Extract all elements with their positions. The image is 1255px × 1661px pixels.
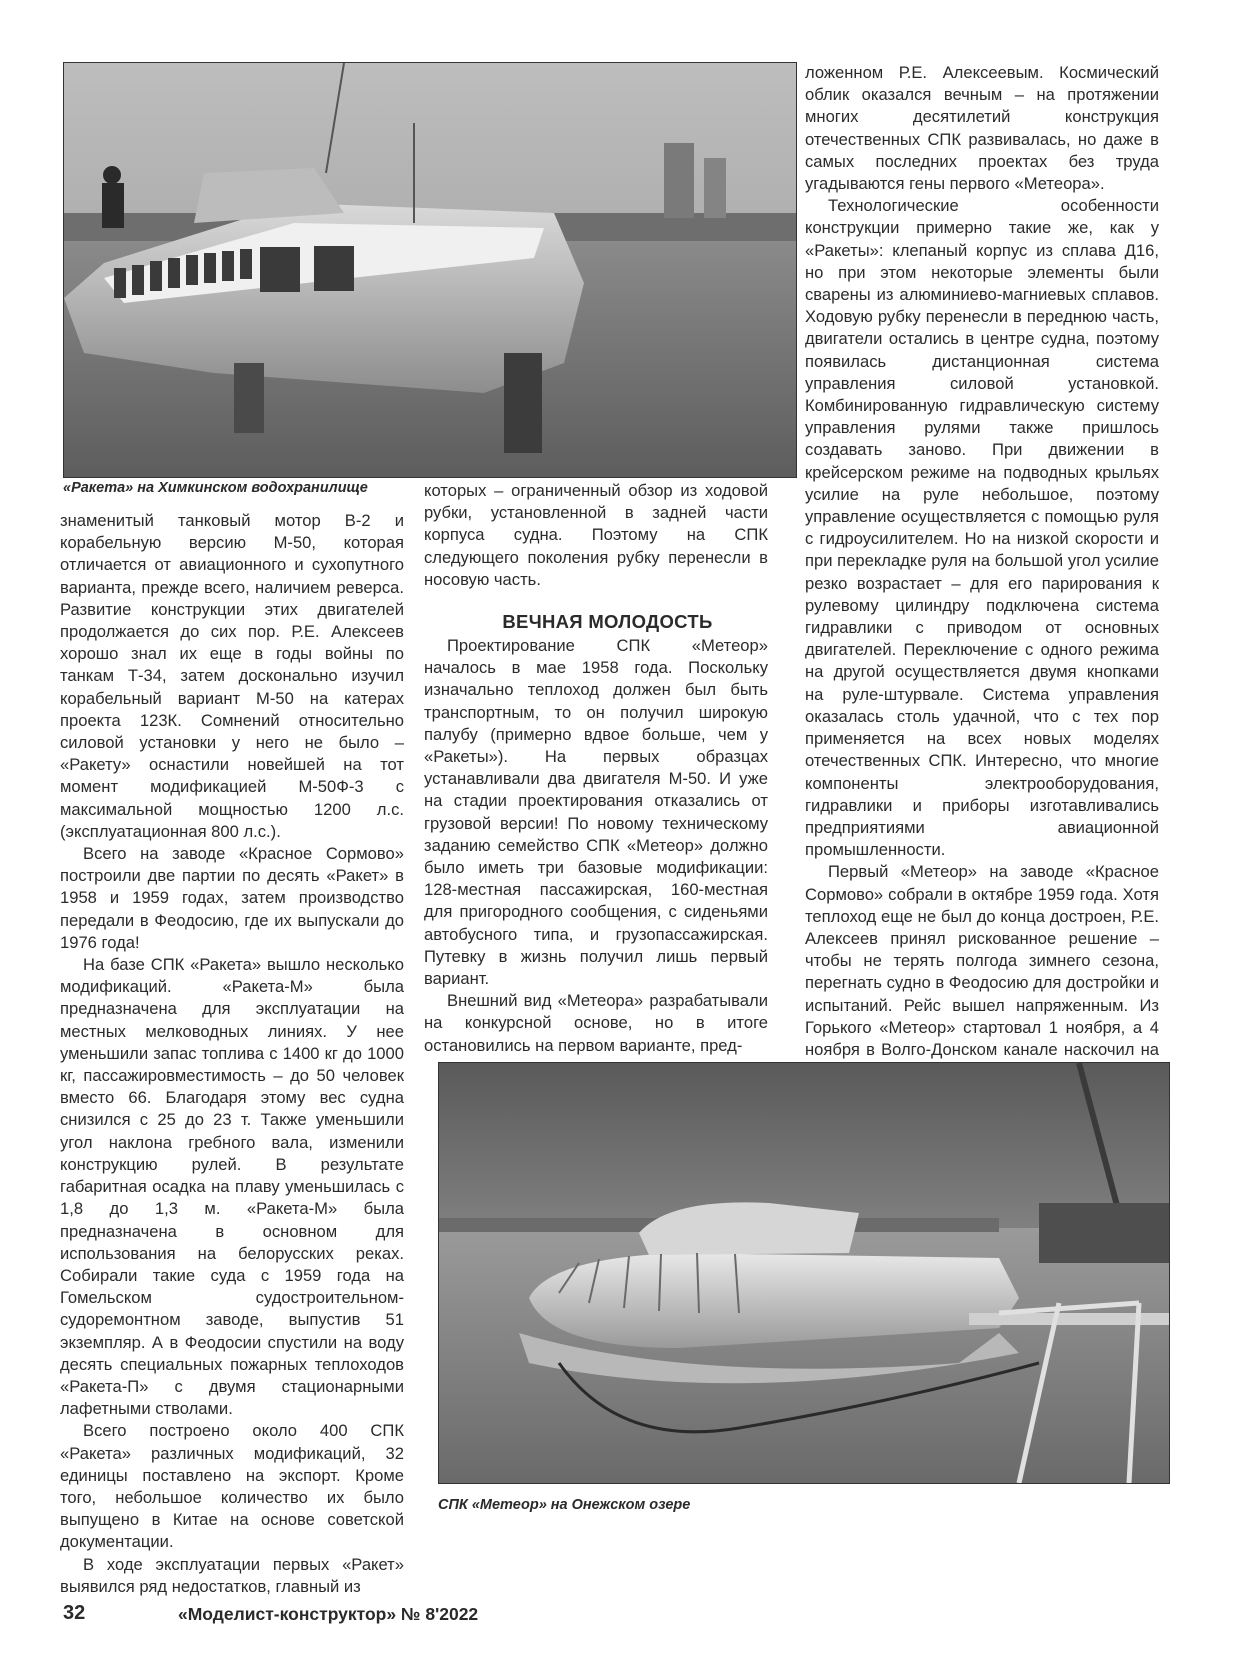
raketa-photo [63,62,797,478]
journal-title: «Моделист-конструктор» № 8'2022 [178,1604,479,1624]
raketa-caption: «Ракета» на Химкинском водохранилище [63,480,368,496]
meteor-caption: СПК «Метеор» на Онежском озере [438,1497,691,1513]
column-2 [424,480,768,1057]
col1-paragraph: На базе СПК «Ракета» вышло несколько модификаций. «Ракета-М» была предназначена для эксплуатации на местных мелководных линиях. У нее уменьшили запас топлива с 1400 кг до 1000 кг, пассажировместимость – до 50 человек вместо 66. Благодаря этому вес судна снизился с 25 до 23 т. Также уменьшили угол наклона гребного вала, изменили конструкцию рулей. В результате габаритная осадка на плаву уменьшилась с 1,8 до 1,3 м. «Ракета-М» была предназначена в основном для использования на белорусских реках. Собирали такие суда с 1959 года на Гомельском судостроительном-судоремонтном заводе, выпустив 51 экземпляр. А в Феодосии спустили на воду десять специальных пожарных теплоходов «Ракета-П» с двумя стационарными лафетными стволами. [60,955,404,1419]
col2-paragraph: Внешний вид «Метеора» разрабатывали на конкурсной основе, но в итоге остановились на первом варианте, пред- [424,991,768,1055]
col1-paragraph: В ходе эксплуатации первых «Ракет» выявился ряд недостатков, главный из [60,1554,404,1596]
column-3 [805,62,1159,1106]
col2-paragraph: Проектирование СПК «Метеор» началось в мае 1958 года. Поскольку изначально теплоход должен был быть транспортным, то он получил широкую палубу (примерно вдвое больше, чем у «Ракеты»). На первых образцах устанавливали два двигателя М-50. И уже на стадии проектирования отказались от грузовой версии! По новому техническому заданию семейство СПК «Метеор» должно было иметь три базовые модификации: 128-местная пассажирская, 160-местная для пригородного сообщения, с сиденьями автобусного типа, и грузопассажирская. Путевку в жизнь получил лишь первый вариант. [424,636,768,989]
col1-paragraph: Всего построено около 400 СПК «Ракета» различных модификаций, 32 единицы поставлено на экспорт. Кроме того, небольшое количество их было выпущено в Китае на основе советской документации. [60,1421,404,1552]
col1-paragraph: Всего на заводе «Красное Сормово» построили две партии по десять «Ракет» в 1958 и 1959 годах, затем производство передали в Феодосию, где их выпускали до 1976 года! [60,844,404,952]
col3-paragraph: Первый «Метеор» на заводе «Красное Сормово» собрали в октябре 1959 года. Хотя теплоход еще не был до конца достроен, Р.Е. Алексеев принял рискованное решение – чтобы не терять полгода зимнего сезона, перегнать судно в Феодосию для достройки и испытаний. Рейс вышел напряженным. Из Горького «Метеор» стартовал 1 ноября, а 4 ноября в Волго-Донском канале наскочил на [805,862,1159,1059]
col3-paragraph: ложенном Р.Е. Алексеевым. Космический облик оказался вечным – на протяжении многих десятилетий конструкция отечественных СПК развивалась, но даже в самых последних проектах без труда угадываются гены первого «Метеора». [805,63,1159,194]
col3-paragraph: Технологические особенности конструкции примерно такие же, как у «Ракеты»: клепаный корпус из сплава Д16, но при этом некоторые элементы были сварены из алюминиево-магниевых сплавов. Ходовую рубку перенесли в переднюю часть, двигатели остались в центре судна, поэтому появилась дистанционная система управления силовой установкой. Комбинированную гидравлическую систему управления рулями также пришлось создавать заново. При движении в крейсерском режиме на подводных крыльях усилие на руле небольшое, поэтому управление осуществляется с помощью руля с гидроусилителем. Но на низкой скорости и при перекладке руля на большой угол усилие резко возрастает – для его парирования к рулевому цилиндру подключена система гидравлики с приводом от основных двигателей. Переключение с одного режима на другой осуществляется двумя кнопками на руле-штурвале. Система управления оказалась столь удачной, что с тех пор применяется на всех новых моделях отечественных СПК. Интересно, что многие компоненты электрооборудования, гидравлики и приборы изготавливались предприятиями авиационной промышленности. [805,196,1159,860]
page-number: 32 [63,1602,86,1624]
col1-paragraph: знаменитый танковый мотор В-2 и корабельную версию М-50, которая отличается от авиационного и сухопутного варианта, прежде всего, наличием реверса. Развитие конструкции этих двигателей продолжается до сих пор. Р.Е. Алексеев хорошо знал их еще в годы войны по танкам Т-34, затем досконально изучил корабельный вариант М-50 на катерах проекта 123К. Сомнений относительно силовой установки у него не было – «Ракету» оснастили новейшей на тот момент модификацией М-50Ф-3 с максимальной мощностью 1200 л.с. (эксплуатационная 800 л.с.). [60,511,404,841]
col2-paragraph: которых – ограниченный обзор из ходовой рубки, установленной в задней части корпуса судна. Поэтому на СПК следующего поколения рубку перенесли в носовую часть. [424,481,768,589]
column-1 [60,510,404,1598]
section-heading: ВЕЧНАЯ МОЛОДОСТЬ [502,611,713,633]
meteor-photo [438,1062,1170,1484]
